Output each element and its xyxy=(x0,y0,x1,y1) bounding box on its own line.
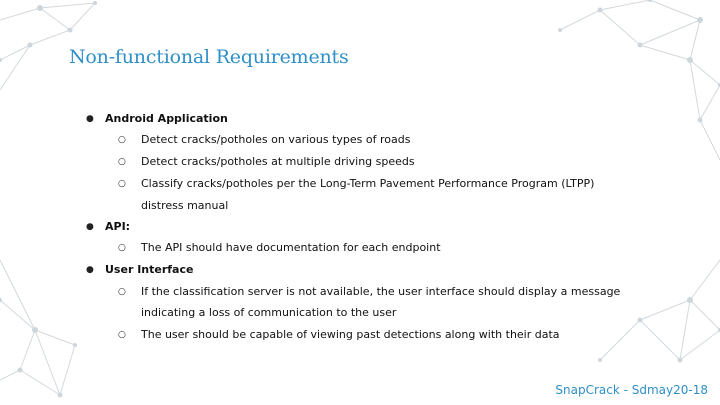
hollow-bullet-icon: ○ xyxy=(118,330,126,340)
list-item-continuation: indicating a loss of communication to the user xyxy=(141,306,397,319)
list-item-text: The user should be capable of viewing past detections along with their data xyxy=(141,328,560,341)
section-heading: API: xyxy=(105,220,131,233)
list-item-text: Detect cracks/potholes on various types of roads xyxy=(141,133,411,146)
hollow-bullet-icon: ○ xyxy=(118,157,126,167)
bullet-icon: ● xyxy=(86,265,94,275)
hollow-bullet-icon: ○ xyxy=(118,287,126,297)
list-item-text: Classify cracks/potholes per the Long-Term Pavement Performance Program (LTPP) xyxy=(141,177,595,190)
hollow-bullet-icon: ○ xyxy=(118,243,126,253)
hollow-bullet-icon: ○ xyxy=(118,179,126,189)
list-item-continuation: distress manual xyxy=(141,199,229,212)
slide-title: Non-functional Requirements xyxy=(69,46,349,68)
section-heading: Android Application xyxy=(105,112,228,125)
list-item-text: Detect cracks/potholes at multiple driving speeds xyxy=(141,155,415,168)
list-item-text: The API should have documentation for each endpoint xyxy=(141,241,441,254)
hollow-bullet-icon: ○ xyxy=(118,135,126,145)
list-item-text: If the classification server is not available, the user interface should display a message xyxy=(141,285,621,298)
slide-footer: SnapCrack - Sdmay20-18 xyxy=(555,383,708,397)
bullet-icon: ● xyxy=(86,114,94,124)
bullet-icon: ● xyxy=(86,222,94,232)
section-heading: User Interface xyxy=(105,263,194,276)
